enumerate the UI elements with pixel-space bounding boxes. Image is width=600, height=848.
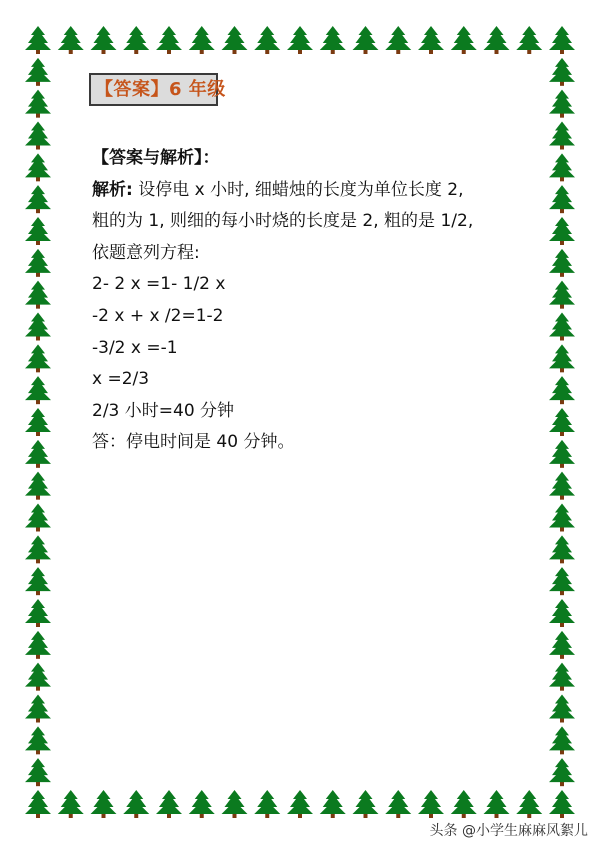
christmas-tree-icon bbox=[549, 663, 575, 691]
christmas-tree-icon bbox=[516, 790, 542, 818]
christmas-tree-icon bbox=[25, 313, 51, 341]
grade-answer-tag bbox=[89, 73, 226, 106]
christmas-tree-icon bbox=[549, 567, 575, 595]
christmas-tree-icon bbox=[222, 26, 248, 54]
analysis-line-3: 依题意列方程: bbox=[92, 242, 200, 263]
grade-answer-tag-text: 【答案】6 年级 bbox=[95, 79, 226, 100]
christmas-tree-icon bbox=[484, 26, 510, 54]
christmas-tree-icon bbox=[254, 26, 280, 54]
christmas-tree-icon bbox=[25, 504, 51, 532]
christmas-tree-icon bbox=[91, 26, 117, 54]
christmas-tree-icon bbox=[25, 249, 51, 277]
christmas-tree-icon bbox=[418, 790, 444, 818]
christmas-tree-icon bbox=[25, 58, 51, 86]
analysis-line-2: 粗的为 1, 则细的每小时烧的长度是 2, 粗的是 1/2, bbox=[92, 211, 474, 232]
christmas-tree-icon bbox=[549, 599, 575, 627]
equation-line: 2- 2 x =1- 1/2 x bbox=[92, 274, 226, 295]
christmas-tree-icon bbox=[385, 26, 411, 54]
christmas-tree-icon bbox=[189, 790, 215, 818]
christmas-tree-icon bbox=[91, 790, 117, 818]
christmas-tree-icon bbox=[25, 26, 51, 54]
christmas-tree-icon bbox=[549, 376, 575, 404]
christmas-tree-icon bbox=[25, 185, 51, 213]
christmas-tree-icon bbox=[549, 217, 575, 245]
christmas-tree-icon bbox=[549, 58, 575, 86]
analysis-text-1: 设停电 x 小时, 细蜡烛的长度为单位长度 2, bbox=[132, 179, 464, 200]
christmas-tree-icon bbox=[549, 695, 575, 723]
christmas-tree-icon bbox=[484, 790, 510, 818]
christmas-tree-icon bbox=[418, 26, 444, 54]
christmas-tree-icon bbox=[25, 472, 51, 500]
christmas-tree-icon bbox=[25, 567, 51, 595]
christmas-tree-icon bbox=[549, 790, 575, 818]
christmas-tree-icon bbox=[549, 631, 575, 659]
christmas-tree-icon bbox=[25, 726, 51, 754]
christmas-tree-icon bbox=[549, 90, 575, 118]
watermark: 头条 @小学生麻麻风絮儿 bbox=[429, 823, 588, 839]
christmas-tree-icon bbox=[451, 790, 477, 818]
equation-line: 2/3 小时=40 分钟 bbox=[92, 400, 235, 421]
christmas-tree-icon bbox=[549, 122, 575, 150]
conclusion-line: 答：停电时间是 40 分钟。 bbox=[92, 432, 295, 453]
christmas-tree-icon bbox=[25, 90, 51, 118]
christmas-tree-icon bbox=[25, 153, 51, 181]
christmas-tree-icon bbox=[25, 344, 51, 372]
christmas-tree-icon bbox=[549, 472, 575, 500]
answer-content bbox=[92, 143, 522, 459]
christmas-tree-icon bbox=[549, 504, 575, 532]
christmas-tree-icon bbox=[549, 758, 575, 786]
christmas-tree-icon bbox=[156, 790, 182, 818]
christmas-tree-icon bbox=[353, 26, 379, 54]
christmas-tree-icon bbox=[549, 249, 575, 277]
christmas-tree-icon bbox=[25, 281, 51, 309]
christmas-tree-icon bbox=[123, 26, 149, 54]
christmas-tree-icon bbox=[156, 26, 182, 54]
christmas-tree-icon bbox=[549, 185, 575, 213]
christmas-tree-icon bbox=[385, 790, 411, 818]
christmas-tree-icon bbox=[516, 26, 542, 54]
christmas-tree-icon bbox=[549, 726, 575, 754]
christmas-tree-icon bbox=[58, 26, 84, 54]
christmas-tree-icon bbox=[287, 26, 313, 54]
christmas-tree-icon bbox=[25, 408, 51, 436]
christmas-tree-icon bbox=[25, 217, 51, 245]
christmas-tree-icon bbox=[254, 790, 280, 818]
christmas-tree-icon bbox=[189, 26, 215, 54]
christmas-tree-icon bbox=[25, 663, 51, 691]
christmas-tree-icon bbox=[549, 408, 575, 436]
christmas-tree-icon bbox=[549, 535, 575, 563]
christmas-tree-icon bbox=[549, 344, 575, 372]
equation-line: x =2/3 bbox=[92, 369, 150, 390]
christmas-tree-icon bbox=[58, 790, 84, 818]
christmas-tree-icon bbox=[25, 535, 51, 563]
christmas-tree-icon bbox=[25, 440, 51, 468]
christmas-tree-icon bbox=[123, 790, 149, 818]
christmas-tree-icon bbox=[287, 790, 313, 818]
christmas-tree-icon bbox=[25, 631, 51, 659]
christmas-tree-icon bbox=[353, 790, 379, 818]
section-title: 【答案与解析】： bbox=[92, 148, 220, 168]
christmas-tree-icon bbox=[451, 26, 477, 54]
christmas-tree-icon bbox=[25, 122, 51, 150]
analysis-label: 解析: bbox=[92, 179, 133, 200]
christmas-tree-icon bbox=[549, 281, 575, 309]
christmas-tree-icon bbox=[549, 440, 575, 468]
christmas-tree-icon bbox=[25, 599, 51, 627]
christmas-tree-icon bbox=[549, 26, 575, 54]
christmas-tree-icon bbox=[25, 376, 51, 404]
christmas-tree-icon bbox=[549, 313, 575, 341]
analysis-line-1 bbox=[92, 175, 522, 207]
christmas-tree-icon bbox=[25, 790, 51, 818]
christmas-tree-icon bbox=[320, 790, 346, 818]
christmas-tree-icon bbox=[549, 153, 575, 181]
christmas-tree-icon bbox=[320, 26, 346, 54]
equation-line: -3/2 x =-1 bbox=[92, 337, 178, 358]
equation-line: -2 x + x /2=1-2 bbox=[92, 305, 224, 326]
christmas-tree-icon bbox=[25, 758, 51, 786]
christmas-tree-icon bbox=[222, 790, 248, 818]
christmas-tree-icon bbox=[25, 695, 51, 723]
